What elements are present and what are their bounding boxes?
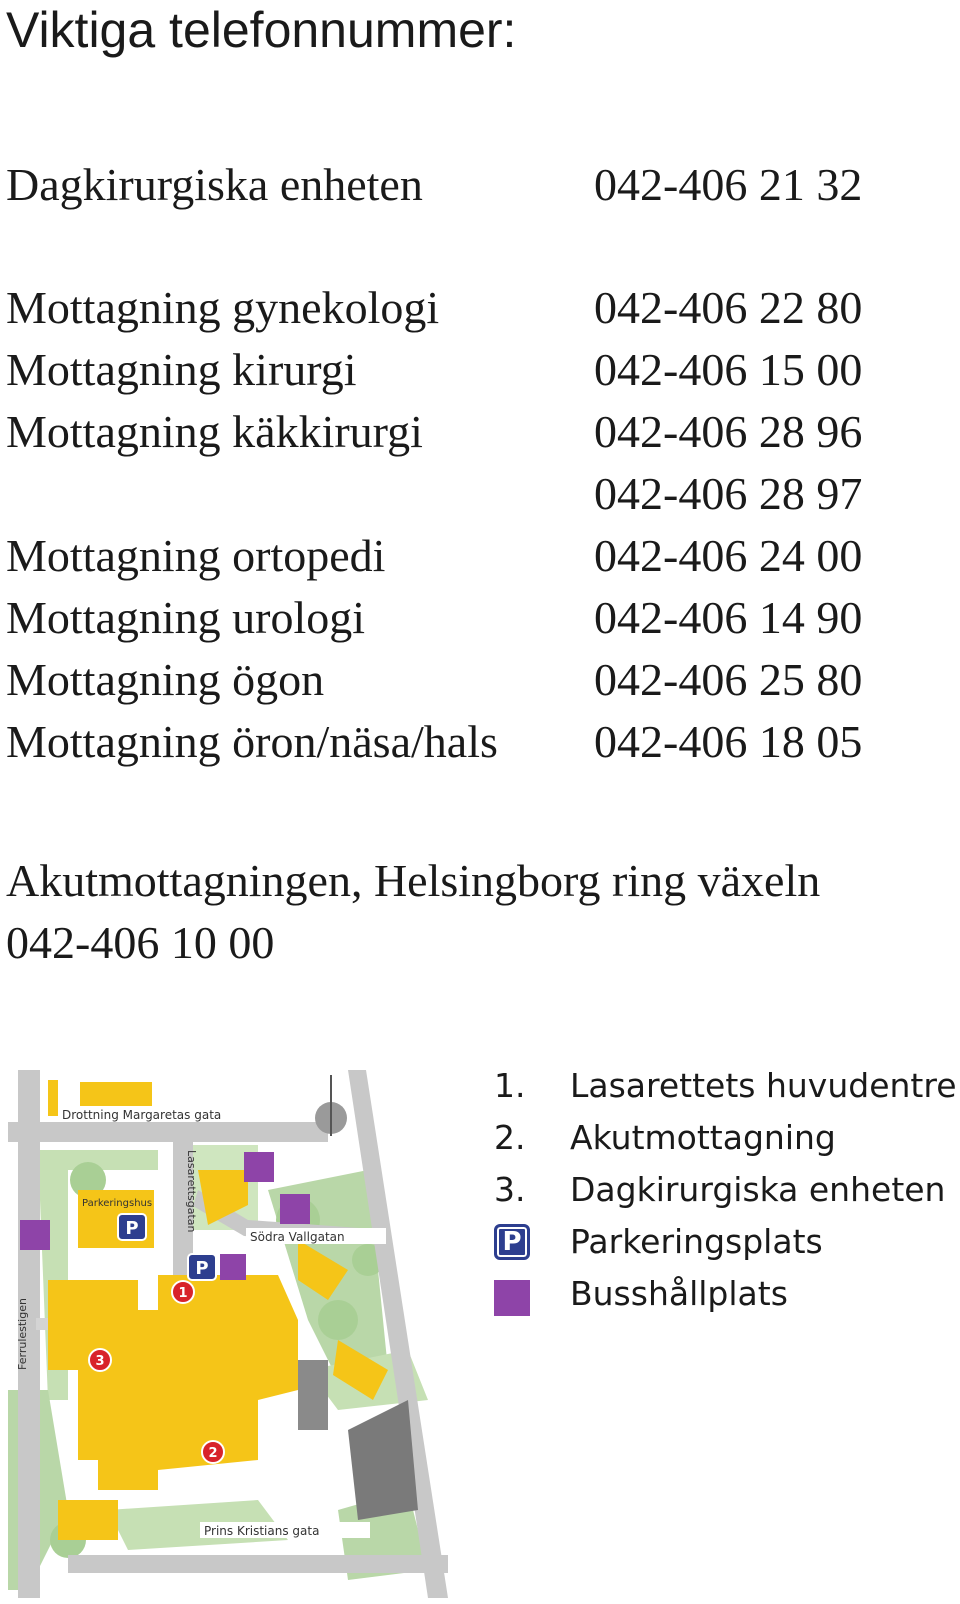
contact-row xyxy=(6,711,946,773)
legend-number: 1. xyxy=(494,1066,526,1105)
street-label-lasarett: Lasarettsgatan xyxy=(185,1150,198,1233)
legend-row xyxy=(494,1164,954,1216)
contact-phone: 042-406 22 80 xyxy=(594,282,863,333)
acute-text: Akutmottagningen, Helsingborg ring växeln xyxy=(6,855,821,906)
road-drottning xyxy=(8,1122,328,1142)
contact-name: Mottagning gynekologi xyxy=(6,282,440,333)
parking-icon: P xyxy=(494,1224,530,1260)
contact-row xyxy=(6,401,946,463)
street-label-drottning: Drottning Margaretas gata xyxy=(62,1108,222,1122)
legend-row xyxy=(494,1112,954,1164)
parking-icon xyxy=(188,1254,216,1280)
parking-icon-label: P xyxy=(195,1258,209,1279)
contact-name: Dagkirurgiska enheten xyxy=(6,159,423,210)
marker-2 xyxy=(202,1441,224,1463)
contact-row xyxy=(6,649,946,711)
marker-label: 1 xyxy=(178,1286,188,1301)
legend-text: Lasarettets huvudentre xyxy=(570,1066,957,1105)
contact-phone: 042-406 21 32 xyxy=(594,159,863,210)
contact-phone: 042-406 25 80 xyxy=(594,654,863,705)
contact-phone: 042-406 14 90 xyxy=(594,592,863,643)
hospital-map xyxy=(8,1070,460,1598)
parking-icon xyxy=(118,1214,146,1240)
marker-label: 3 xyxy=(95,1354,105,1369)
gray-building xyxy=(298,1360,328,1430)
legend-row-parking xyxy=(494,1216,954,1268)
acute-phone: 042-406 10 00 xyxy=(6,917,275,968)
building xyxy=(58,1500,118,1540)
contact-row xyxy=(6,463,946,525)
street-label-sodra: Södra Vallgatan xyxy=(250,1230,345,1244)
contact-phone: 042-406 15 00 xyxy=(594,344,863,395)
legend-text: Parkeringsplats xyxy=(570,1222,823,1261)
acute-info xyxy=(6,850,820,974)
street-label-ferrules: Ferrulestigen xyxy=(16,1298,29,1370)
marker-1 xyxy=(172,1281,194,1303)
contact-name: Mottagning ortopedi xyxy=(6,530,386,581)
legend-text: Dagkirurgiska enheten xyxy=(570,1170,946,1209)
contact-row xyxy=(6,277,946,339)
legend-row xyxy=(494,1060,957,1112)
bus-stop-icon xyxy=(244,1152,274,1182)
legend-number: 3. xyxy=(494,1170,526,1209)
contact-row xyxy=(6,587,946,649)
contact-row xyxy=(6,339,946,401)
contact-row xyxy=(6,154,946,216)
contact-name: Mottagning kirurgi xyxy=(6,344,357,395)
bus-stop-icon xyxy=(20,1220,50,1250)
road-prins xyxy=(68,1555,448,1573)
page-title: Viktiga telefonnummer: xyxy=(6,2,517,58)
contact-row xyxy=(6,525,946,587)
legend-number: 2. xyxy=(494,1118,526,1157)
legend-text: Akutmottagning xyxy=(570,1118,836,1157)
parking-icon-label: P xyxy=(125,1218,139,1239)
bus-stop-icon xyxy=(494,1280,530,1316)
building xyxy=(48,1080,58,1116)
map-legend xyxy=(494,1060,957,1320)
contact-name: Mottagning urologi xyxy=(6,592,366,643)
contact-phone: 042-406 28 97 xyxy=(594,468,863,519)
contact-name: Mottagning öron/näsa/hals xyxy=(6,716,498,767)
bus-stop-icon xyxy=(280,1194,310,1224)
bus-stop-icon xyxy=(220,1254,246,1280)
contact-name: Mottagning ögon xyxy=(6,654,325,705)
legend-row-bus xyxy=(494,1268,954,1320)
map-label-parking-house: Parkeringshus xyxy=(82,1198,153,1209)
tree xyxy=(318,1300,358,1340)
legend-text: Busshållplats xyxy=(570,1274,788,1313)
contact-name: Mottagning käkkirurgi xyxy=(6,406,423,457)
contact-phone: 042-406 24 00 xyxy=(594,530,863,581)
marker-3 xyxy=(89,1349,111,1371)
contact-phone: 042-406 18 05 xyxy=(594,716,863,767)
street-label-prins: Prins Kristians gata xyxy=(204,1524,320,1538)
marker-label: 2 xyxy=(208,1446,218,1461)
contact-phone: 042-406 28 96 xyxy=(594,406,863,457)
